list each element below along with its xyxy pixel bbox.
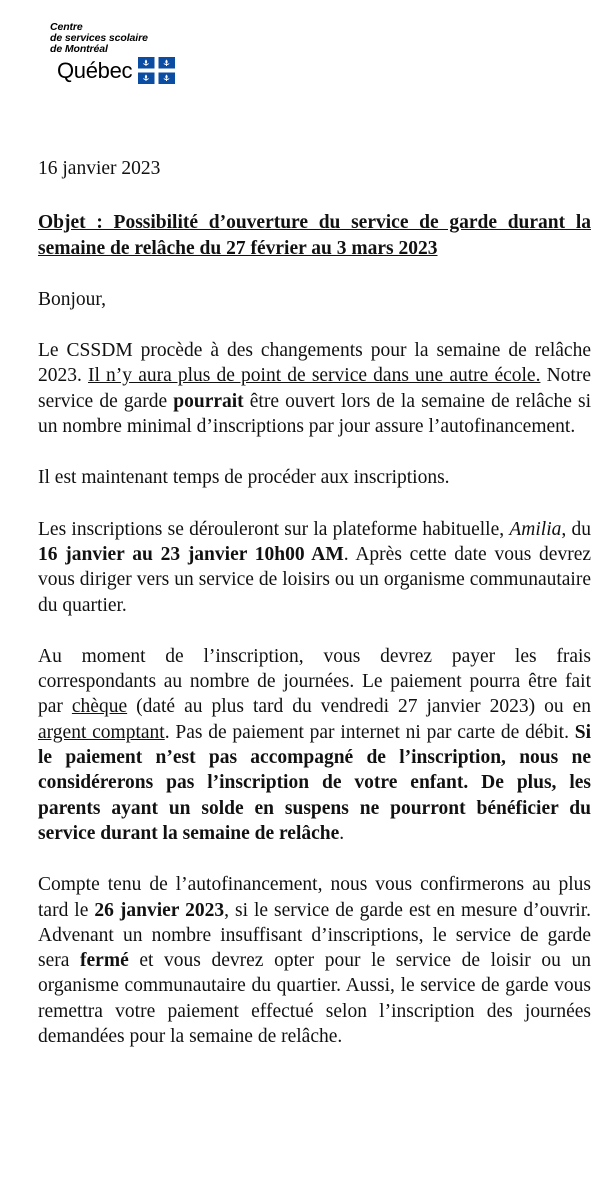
text-run: (daté au plus tard du vendredi 27 janvier 2023) ou en xyxy=(127,696,591,718)
organization-logo xyxy=(50,22,250,86)
text-run: et vous devrez opter pour le service de loisir ou un organisme communautaire du quartier. Aussi, le service de garde vous remettra votre paiement effectué selon l’inscription des journées demandées pour la semaine de relâche. xyxy=(38,950,591,1048)
letter-greeting: Bonjour, xyxy=(38,288,107,310)
underlined-text: Il n’y aura plus de point de service dans une autre école. xyxy=(88,365,541,387)
text-run: . Pas de paiement par internet ni par carte de débit. xyxy=(164,721,575,743)
underlined-text: chèque xyxy=(71,696,128,718)
logo-line-centre: Centre xyxy=(50,21,83,33)
text-run: Le CSSDM procède à des changements pour la semaine de relâche 2023. xyxy=(38,340,591,387)
quebec-wordmark xyxy=(57,57,175,84)
italic-text: Amilia xyxy=(509,518,562,540)
bold-text: 26 janvier 2023 xyxy=(94,899,225,921)
text-run: Au moment de l’inscription, vous devrez payer les frais correspondants au nombre de journées. Le paiement pourra être fait par xyxy=(38,645,591,718)
logo-line-montreal: de Montréal xyxy=(50,43,108,55)
text-run: . xyxy=(339,822,345,844)
bold-text: Si le paiement n’est pas accompagné de l’inscription, nous ne considérerons pas l’inscription de votre enfant. De plus, les parents ayant un solde en suspens ne pourront bénéficier du service durant la semaine de relâche xyxy=(38,721,591,844)
quebec-label: Québec xyxy=(57,57,133,83)
text-run: Compte tenu de l’autofinancement, nous vous confirmerons au plus tard le xyxy=(38,874,591,921)
underlined-text: argent comptant xyxy=(38,721,165,743)
text-run: être ouvert lors de la semaine de relâche si un nombre minimal d’inscriptions par jour assure l’autofinancement. xyxy=(38,390,591,438)
text-run: , du xyxy=(561,518,591,540)
paragraph-platform xyxy=(38,517,591,618)
text-run: Les inscriptions se dérouleront sur la plateforme habituelle, xyxy=(38,518,510,540)
bold-text: 16 janvier au 23 janvier 10h00 AM xyxy=(38,543,344,565)
quebec-flag-icon xyxy=(138,57,175,84)
letter-date: 16 janvier 2023 xyxy=(38,158,161,179)
bold-text: fermé xyxy=(80,950,129,972)
text-run: , si le service de garde est en mesure d’ouvrir. Advenant un nombre insuffisant d’inscriptions, le service de garde sera xyxy=(38,899,592,972)
paragraph-confirmation xyxy=(38,872,591,1049)
paragraph-registration-time: Il est maintenant temps de procéder aux inscriptions. xyxy=(38,467,450,489)
logo-line-services: de services scolaire xyxy=(50,32,148,44)
paragraph-changes xyxy=(38,338,591,439)
text-run: . Après cette date vous devrez vous diriger vers un service de loisirs ou un organisme communautaire du quartier. xyxy=(38,543,591,616)
paragraph-payment xyxy=(38,644,591,846)
letter-subject: Objet : Possibilité d’ouverture du service de garde durant la semaine de relâche du 27 février au 3 mars 2023 xyxy=(38,212,591,259)
letter-body xyxy=(38,156,591,1075)
text-run: Notre service de garde xyxy=(38,365,591,412)
bold-text: pourrait xyxy=(173,390,244,412)
